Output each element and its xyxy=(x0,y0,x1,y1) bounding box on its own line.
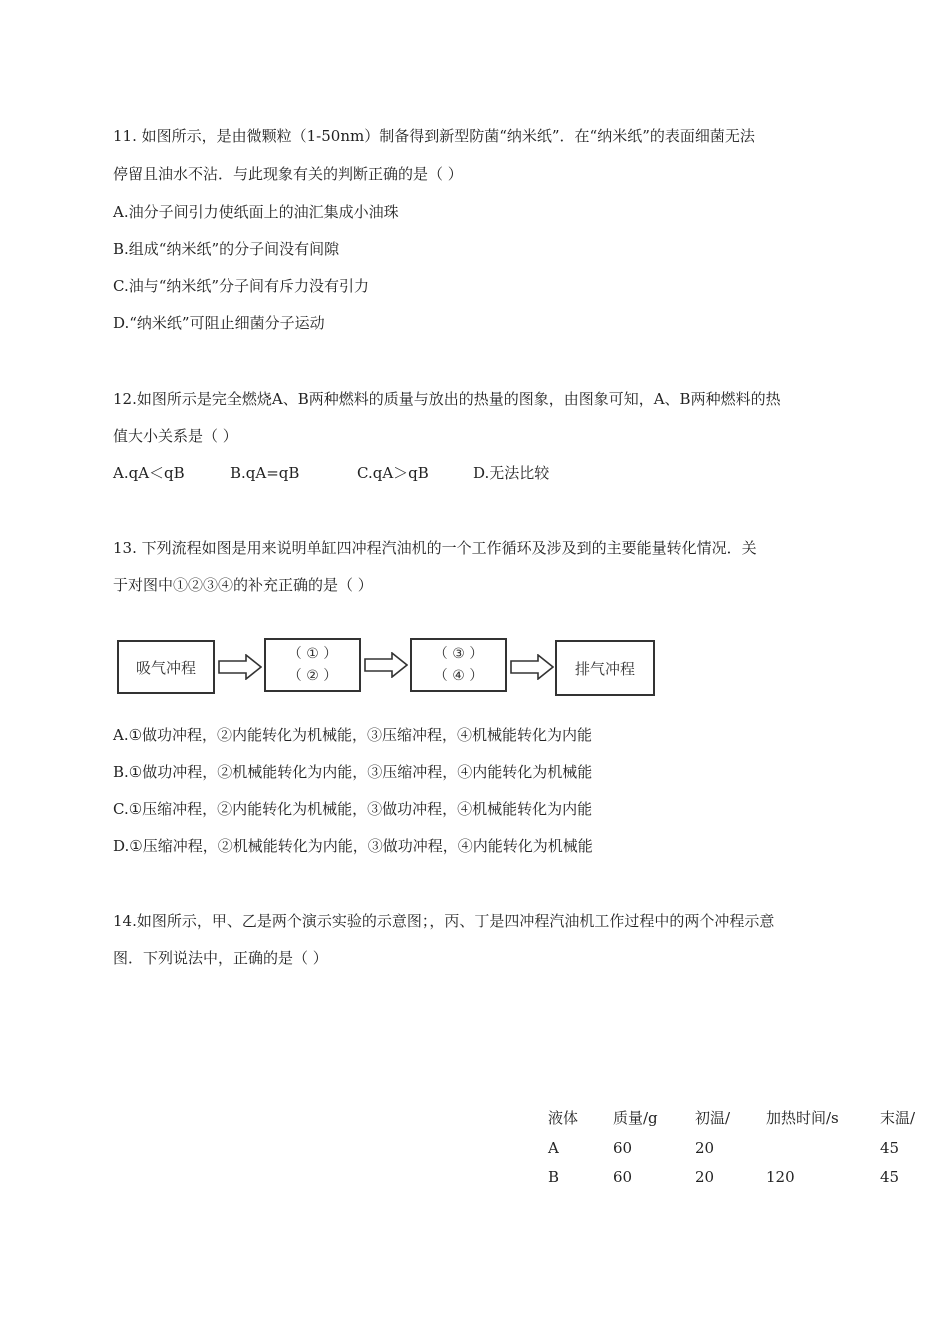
flow-box-blank-3: （ ③ ） xyxy=(433,646,484,662)
flow-box-stroke-1-2 xyxy=(264,638,361,692)
q12-option-d: D.无法比较 xyxy=(473,464,550,482)
q14-stem-line2: 图．下列说法中，正确的是（ ） xyxy=(113,949,328,967)
table-header-final-temp: 末温/ xyxy=(880,1109,916,1127)
flow-box-blank-1: （ ① ） xyxy=(287,646,338,662)
table-cell: 60 xyxy=(613,1168,633,1186)
q13-option-c: C.①压缩冲程，②内能转化为机械能，③做功冲程，④机械能转化为内能 xyxy=(113,800,593,818)
table-header-heating-time: 加热时间/s xyxy=(766,1109,839,1127)
table-cell: 45 xyxy=(880,1168,900,1186)
q11-option-b: B.组成“纳米纸”的分子间没有间隙 xyxy=(113,240,340,258)
q13-option-d: D.①压缩冲程，②机械能转化为内能，③做功冲程，④内能转化为机械能 xyxy=(113,837,593,855)
flow-arrow-2 xyxy=(364,652,408,678)
table-cell: B xyxy=(548,1168,560,1186)
table-cell: 120 xyxy=(766,1168,795,1186)
table-cell: 45 xyxy=(880,1139,900,1157)
table-header-initial-temp: 初温/ xyxy=(695,1109,731,1127)
flow-box-blank-4: （ ④ ） xyxy=(433,668,484,684)
flow-box-intake-label: 吸气冲程 xyxy=(135,658,196,677)
q11-option-a: A.油分子间引力使纸面上的油汇集成小油珠 xyxy=(113,203,399,221)
q11-option-d: D.“纳米纸”可阻止细菌分子运动 xyxy=(113,314,325,332)
table-cell: 60 xyxy=(613,1139,633,1157)
q13-stem-line1: 13. 下列流程如图是用来说明单缸四冲程汽油机的一个工作循环及涉及到的主要能量转化情况．关 xyxy=(113,539,757,557)
flow-box-intake xyxy=(117,640,215,694)
table-cell: A xyxy=(548,1139,559,1157)
q13-option-a: A.①做功冲程，②内能转化为机械能，③压缩冲程，④机械能转化为内能 xyxy=(113,726,593,744)
flow-arrow-1 xyxy=(218,654,262,680)
q14-stem-line1: 14.如图所示，甲、乙是两个演示实验的示意图；，丙、丁是四冲程汽油机工作过程中的两个冲程示意 xyxy=(113,912,775,930)
q13-option-b: B.①做功冲程，②机械能转化为内能，③压缩冲程，④内能转化为机械能 xyxy=(113,763,593,781)
q11-stem-line2: 停留且油水不沾．与此现象有关的判断正确的是（ ） xyxy=(113,165,463,183)
q12-stem-line1: 12.如图所示是完全燃烧A、B两种燃料的质量与放出的热量的图象，由图象可知，A、B两种燃料的热 xyxy=(113,390,781,408)
table-header-liquid: 液体 xyxy=(548,1109,579,1127)
q12-option-c: C.qA＞qB xyxy=(357,464,429,482)
q11-stem-line1: 11. 如图所示，是由微颗粒（1-50nm）制备得到新型防菌“纳米纸”．在“纳米纸”的表面细菌无法 xyxy=(113,127,755,145)
q13-stem-line2: 于对图中①②③④的补充正确的是（ ） xyxy=(113,576,373,594)
q11-option-c: C.油与“纳米纸”分子间有斥力没有引力 xyxy=(113,277,370,295)
table-cell: 20 xyxy=(695,1139,715,1157)
q12-option-b: B.qA=qB xyxy=(230,464,300,482)
q12-stem-line2: 值大小关系是（ ） xyxy=(113,427,238,445)
flow-box-exhaust xyxy=(555,640,655,696)
table-header-mass: 质量/g xyxy=(613,1109,658,1127)
flow-box-blank-2: （ ② ） xyxy=(287,668,338,684)
q12-option-a: A.qA＜qB xyxy=(113,464,185,482)
flow-box-exhaust-label: 排气冲程 xyxy=(574,659,635,678)
flow-arrow-3 xyxy=(510,654,554,680)
flow-box-stroke-3-4 xyxy=(410,638,507,692)
table-cell: 20 xyxy=(695,1168,715,1186)
